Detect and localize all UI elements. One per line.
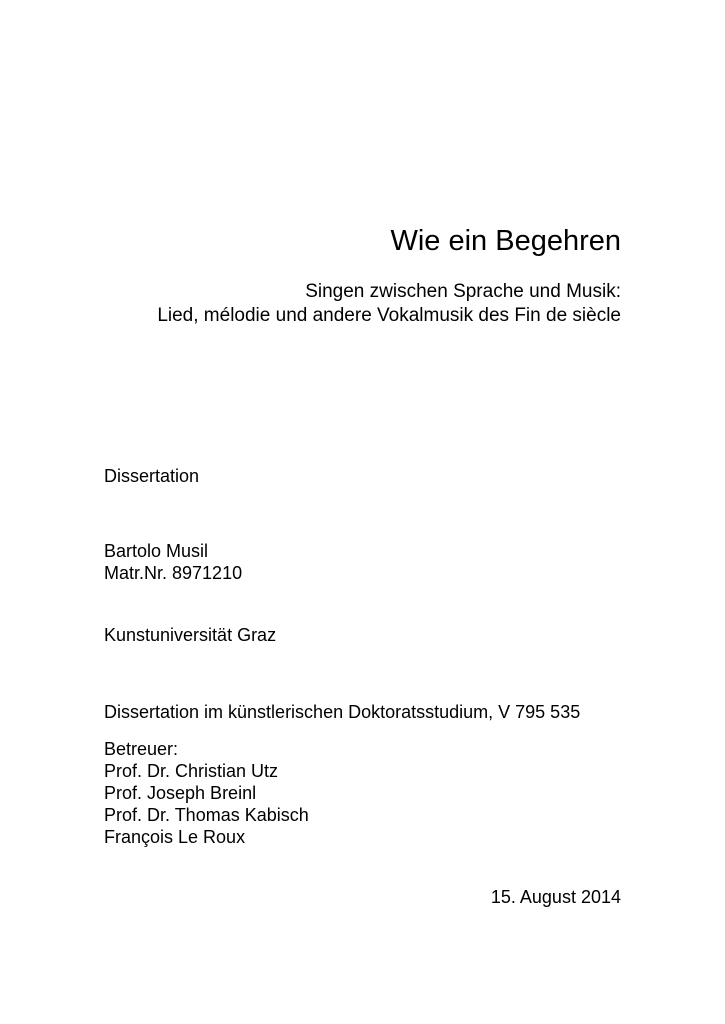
advisors-heading: Betreuer: bbox=[104, 739, 179, 759]
document-subtitle bbox=[157, 280, 621, 328]
advisors-block bbox=[104, 738, 309, 848]
subtitle-line-1: Singen zwischen Sprache und Musik: bbox=[305, 281, 621, 302]
document-type: Dissertation bbox=[104, 466, 200, 486]
advisor-name: Prof. Dr. Christian Utz bbox=[104, 761, 279, 781]
matriculation-number: Matr.Nr. 8971210 bbox=[104, 563, 243, 583]
university-name: Kunstuniversität Graz bbox=[104, 625, 277, 645]
author-name: Bartolo Musil bbox=[104, 541, 209, 561]
program-description: Dissertation im künstlerischen Doktoratsstudium, V 795 535 bbox=[104, 702, 581, 722]
author-block bbox=[104, 540, 242, 584]
subtitle-line-2: Lied, mélodie und andere Vokalmusik des Fin de siècle bbox=[157, 305, 621, 326]
submission-date: 15. August 2014 bbox=[490, 887, 621, 907]
advisor-name: François Le Roux bbox=[104, 827, 246, 847]
advisor-name: Prof. Joseph Breinl bbox=[104, 783, 257, 803]
advisor-name: Prof. Dr. Thomas Kabisch bbox=[104, 805, 309, 825]
document-title: Wie ein Begehren bbox=[390, 225, 621, 257]
